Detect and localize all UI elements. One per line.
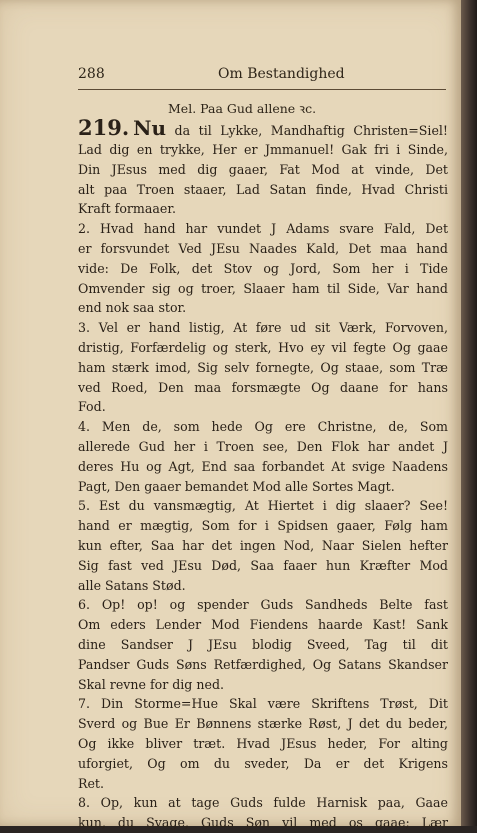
hymn-line: 8. Op, kun at tage Guds fulde Harnisk paa, Gaae [78,795,448,811]
hymn-line: Omvender sig og troer, Slaaer ham til Side, Var hand [78,280,448,296]
melody-line: Mel. Paa Gud allene ꝛc. [168,101,317,116]
hymn-line: uforgiet, Og om du sveder, Da er det Krigens [78,755,448,771]
hymn-line: Ret. [78,775,104,791]
running-title: Om Bestandighed [218,66,345,82]
hymn-line: dristig, Forfærdelig og sterk, Hvo ey vil fegte Og gaae [78,339,448,355]
page-number: 288 [78,66,105,82]
hymn-line: Din JEsus med dig gaaer, Fat Mod at vinde, Det [78,161,448,177]
hymn-line: hand er mægtig, Som for i Spidsen gaaer, Følg ham [78,518,448,534]
hymn-line: er forsvundet Ved JEsu Naades Kald, Det maa hand [78,240,448,256]
hymn-line: 4. Men de, som hede Og ere Christne, de, Som [78,419,448,435]
hymn-line: vide: De Folk, det Stov og Jord, Som her i Tide [78,260,448,276]
hymn-line: end nok saa stor. [78,300,187,316]
hymn-text [78,116,448,833]
hymn-line: allerede Gud her i Troen see, Den Flok har andet J [78,438,448,454]
header-rule [78,89,446,90]
hymn-line: ved Roed, Den maa forsmægte Og daane for hans [78,379,448,395]
hymn-line: alle Satans Stød. [78,577,186,593]
hymn-line: 5. Est du vansmægtig, At Hiertet i dig slaaer? See! [78,498,448,514]
hymn-line: Skal revne for dig ned. [78,676,225,692]
hymn-line: ham stærk imod, Sig selv fornegte, Og staae, som Træ [78,359,448,375]
hymn-line: Fod. [78,399,106,415]
hymn-line: Sig fast ved JEsu Død, Saa faaer hun Kræfter Mod [78,557,448,573]
hymn-line: alt paa Troen staaer, Lad Satan finde, Hvad Christi [78,181,448,197]
hymn-line: Om eders Lender Mod Fiendens haarde Kast! Sank [78,617,448,633]
hymn-line: Sverd og Bue Er Bønnens stærke Røst, J det du beder, [78,716,448,732]
hymn-line: dine Sandser J JEsu blodig Sveed, Tag til dit [78,636,448,652]
hymn-line: deres Hu og Agt, End saa forbandet At svige Naadens [78,458,448,474]
hymn-line: 7. Din Storme=Hue Skal være Skriftens Trøst, Dit [78,696,448,712]
drop-cap: Nu [133,116,166,140]
book-gutter-edge [461,0,477,826]
hymn-line: da til Lykke, Mandhaftig Christen=Siel! [165,123,448,138]
hymn-number: 219. [78,116,130,140]
hymn-line: 2. Hvad hand har vundet J Adams svare Fald, Det [78,221,448,237]
hymn-line: kun efter, Saa har det ingen Nod, Naar Sielen hefter [78,537,448,553]
hymn-line: 3. Vel er hand listig, At føre ud sit Værk, Forvoven, [78,320,448,336]
page-header [78,63,446,87]
hymn-line: Kraft formaaer. [78,201,176,217]
hymn-line: kun, du Svage, Guds Søn vil med os gaae; Lær [78,815,448,831]
hymn-first-line [78,116,448,140]
hymn-line: Lad dig en trykke, Her er Jmmanuel! Gak fri i Sinde, [78,142,448,157]
hymn-line: Pandser Guds Søns Retfærdighed, Og Satans Skandser [78,656,448,672]
hymn-line: Pagt, Den gaaer bemandet Mod alle Sortes Magt. [78,478,395,494]
hymn-line: 6. Op! op! og spender Guds Sandheds Belte fast [78,597,448,613]
hymn-line: Og ikke bliver træt. Hvad JEsus heder, For alting [78,735,448,751]
